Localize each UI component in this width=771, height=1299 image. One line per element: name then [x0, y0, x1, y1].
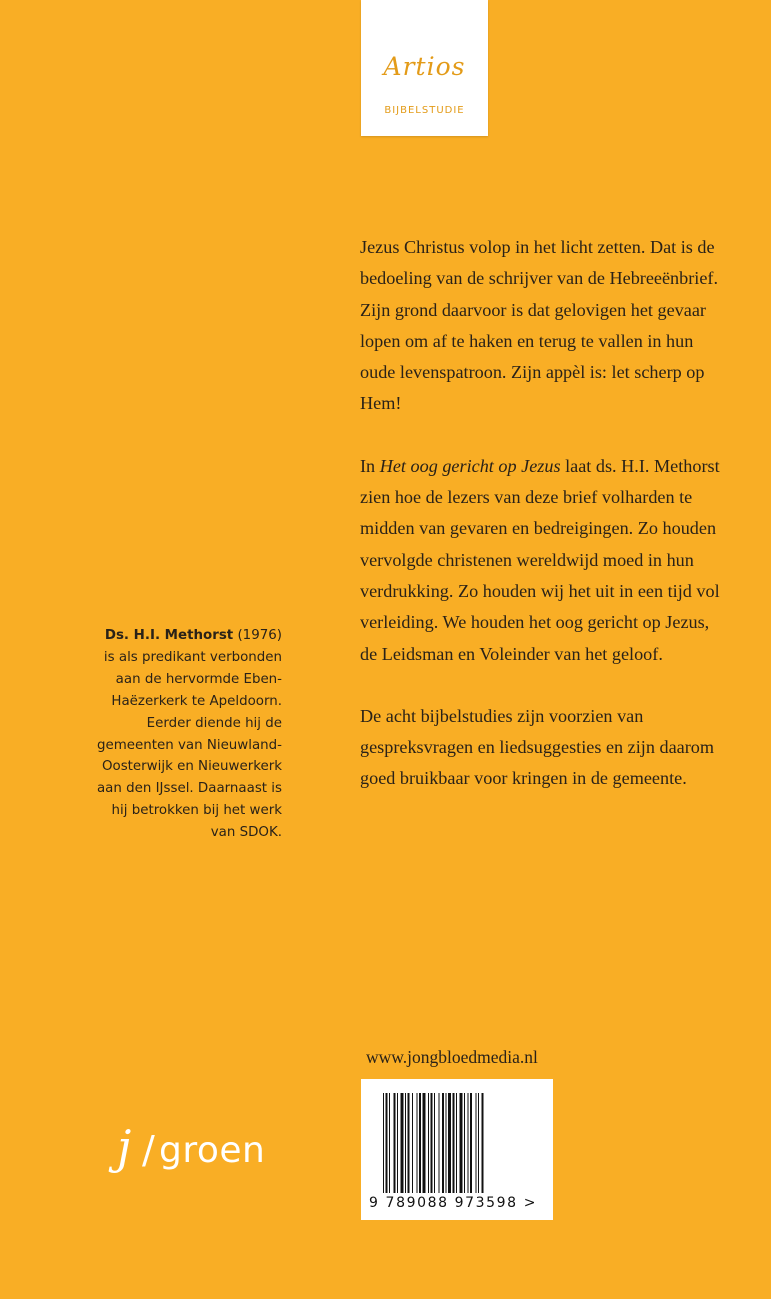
barcode-bar: [464, 1093, 465, 1193]
barcode-bar: [470, 1093, 472, 1193]
isbn-barcode: [361, 1079, 553, 1220]
author-bio-text: is als predikant verbonden aan de hervormde Eben-Haëzerkerk te Apeldoorn. Eerder diende hij de gemeenten van Nieuwland-Oosterwijk en Nieuwerkerk aan den IJssel. Daarnaast is hij betrokken bij het werk van SDOK.: [96, 649, 282, 841]
series-logo-tab: [361, 0, 488, 136]
barcode-bar: [419, 1093, 421, 1193]
blurb-paragraph-2: [360, 451, 720, 670]
barcode-bar: [434, 1093, 435, 1193]
barcode-bar: [383, 1093, 384, 1193]
blurb-p2-prefix: In: [360, 455, 380, 476]
publisher-slash: /: [142, 1128, 155, 1172]
barcode-bar: [428, 1093, 429, 1193]
barcode-bar: [401, 1093, 404, 1193]
barcode-bar: [482, 1093, 484, 1193]
publisher-name: groen: [159, 1130, 266, 1171]
barcode-bar: [405, 1093, 406, 1193]
barcode-bar: [397, 1093, 398, 1193]
publisher-mark: j: [117, 1120, 132, 1174]
barcode-bar: [460, 1093, 463, 1193]
blurb-paragraph-3: De acht bijbelstudies zijn voorzien van gespreksvragen en liedsuggesties en zijn daarom goed bruikbaar voor kringen in de gemeente.: [360, 705, 715, 789]
barcode-bar: [412, 1093, 413, 1193]
barcode-bar: [478, 1093, 479, 1193]
barcode-bar: [468, 1093, 469, 1193]
author-bio: [92, 625, 282, 844]
blurb-paragraph-1: Jezus Christus volop in het licht zetten. Dat is de bedoeling van de schrijver van de Hebreeënbrief. Zijn grond daarvoor is dat gelovigen het gevaar lopen om af te haken en terug te vallen in hun oude levenspatroon. Zijn appèl is: let scherp op Hem!: [360, 237, 719, 414]
barcode-bar: [448, 1093, 451, 1193]
author-year: (1976): [233, 628, 282, 643]
barcode-bar: [408, 1093, 410, 1193]
series-logo-script: Artios: [383, 52, 466, 81]
author-name: Ds. H.I. Methorst: [104, 628, 234, 643]
barcode-bar: [394, 1093, 396, 1193]
barcode-bar: [431, 1093, 433, 1193]
barcode-bar: [453, 1093, 455, 1193]
barcode-bar: [476, 1093, 477, 1193]
barcode-bar: [386, 1093, 388, 1193]
blurb-p2-rest: laat ds. H.I. Methorst zien hoe de lezers van deze brief volharden te midden van gevaren en bedreigingen. Zo houden vervolgde christenen wereldwijd moed in hun verdrukking. Zo houden wij het uit in een tijd vol verleiding. We houden het oog gericht op Jezus, de Leidsman en Voleinder van het geloof.: [360, 455, 720, 664]
barcode-bar: [446, 1093, 447, 1193]
publisher-website: www.jongbloedmedia.nl: [366, 1047, 538, 1067]
isbn-number: 9 789088 973598 >: [369, 1195, 538, 1211]
series-logo-subtitle: BIJBELSTUDIE: [384, 105, 465, 116]
barcode-bar: [456, 1093, 457, 1193]
barcode-bar: [417, 1093, 418, 1193]
book-title-italic: Het oog gericht op Jezus: [379, 455, 561, 476]
barcode-bar: [439, 1093, 440, 1193]
barcode-bar: [442, 1093, 444, 1193]
barcode-bar: [423, 1093, 426, 1193]
barcode-bar: [389, 1093, 390, 1193]
back-cover-blurb: [360, 232, 720, 795]
